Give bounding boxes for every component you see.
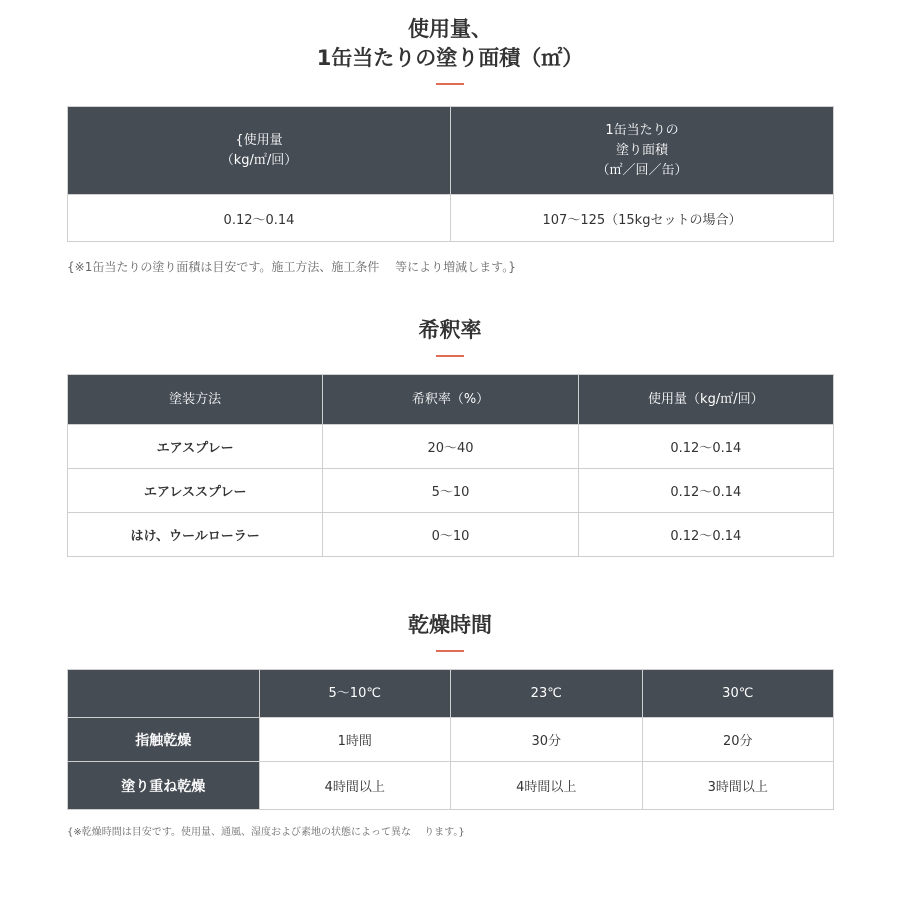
row-label-cell: 塗り重ね乾燥 (68, 762, 260, 810)
usage-header-unit: （kg/㎡/回） (220, 152, 298, 168)
rate-header-cell: 希釈率（%） (323, 375, 578, 425)
usage-table (67, 106, 834, 242)
dilution-table (67, 374, 834, 557)
table-row (68, 513, 834, 557)
temp-header-cell: 5〜10℃ (259, 670, 451, 718)
drying-value-cell: 3時間以上 (642, 762, 834, 810)
usage-title-line2: 1缶当たりの塗り面積（㎡） (316, 46, 584, 70)
dilution-table-header-row (68, 375, 834, 425)
drying-section-heading (0, 611, 900, 652)
usage-header-cell (68, 107, 451, 195)
drying-note: {※乾燥時間は目安です。使用量、通風、湿度および素地の状態によって異な ります。} (67, 827, 465, 838)
empty-header-cell (68, 670, 260, 718)
title-accent-line (436, 355, 464, 357)
table-row (68, 762, 834, 810)
usage-section-heading (0, 15, 900, 85)
method-cell: エアスプレー (68, 425, 323, 469)
usage-title-line1: 使用量、 (408, 17, 492, 41)
rate-cell: 20〜40 (323, 425, 578, 469)
row-label-cell: 指触乾燥 (68, 718, 260, 762)
drying-value-cell: 30分 (451, 718, 643, 762)
usage-header-label: {使用量 (235, 132, 283, 148)
temp-header-cell: 23℃ (451, 670, 643, 718)
method-cell: はけ、ウールローラー (68, 513, 323, 557)
area-value-cell: 107〜125（15kgセットの場合） (451, 195, 834, 242)
area-header-unit: （㎡／回／缶） (596, 162, 688, 178)
title-accent-line (436, 650, 464, 652)
usage-note: {※1缶当たりの塗り面積は目安です。施工方法、施工条件 等により増減します。} (67, 260, 516, 274)
rate-cell: 5〜10 (323, 469, 578, 513)
area-header-line2: 塗り面積 (615, 142, 668, 158)
drying-value-cell: 4時間以上 (259, 762, 451, 810)
area-header-cell (451, 107, 834, 195)
usage-cell: 0.12〜0.14 (578, 513, 833, 557)
usage-header-cell: 使用量（kg/㎡/回） (578, 375, 833, 425)
method-header-cell: 塗装方法 (68, 375, 323, 425)
usage-cell: 0.12〜0.14 (578, 469, 833, 513)
table-row (68, 718, 834, 762)
drying-value-cell: 20分 (642, 718, 834, 762)
dilution-section-heading (0, 316, 900, 357)
drying-value-cell: 1時間 (259, 718, 451, 762)
usage-table-header-row (68, 107, 834, 195)
drying-section-title: 乾燥時間 (408, 613, 492, 637)
table-row (68, 425, 834, 469)
drying-table (67, 669, 834, 810)
drying-value-cell: 4時間以上 (451, 762, 643, 810)
area-header-line1: 1缶当たりの (605, 122, 679, 138)
usage-section-title (0, 15, 900, 73)
usage-cell: 0.12〜0.14 (578, 425, 833, 469)
title-accent-line (436, 83, 464, 85)
temp-header-cell: 30℃ (642, 670, 834, 718)
rate-cell: 0〜10 (323, 513, 578, 557)
usage-value-cell: 0.12〜0.14 (68, 195, 451, 242)
dilution-section-title: 希釈率 (418, 318, 482, 342)
table-row (68, 195, 834, 242)
method-cell: エアレススプレー (68, 469, 323, 513)
table-row (68, 469, 834, 513)
drying-table-header-row (68, 670, 834, 718)
